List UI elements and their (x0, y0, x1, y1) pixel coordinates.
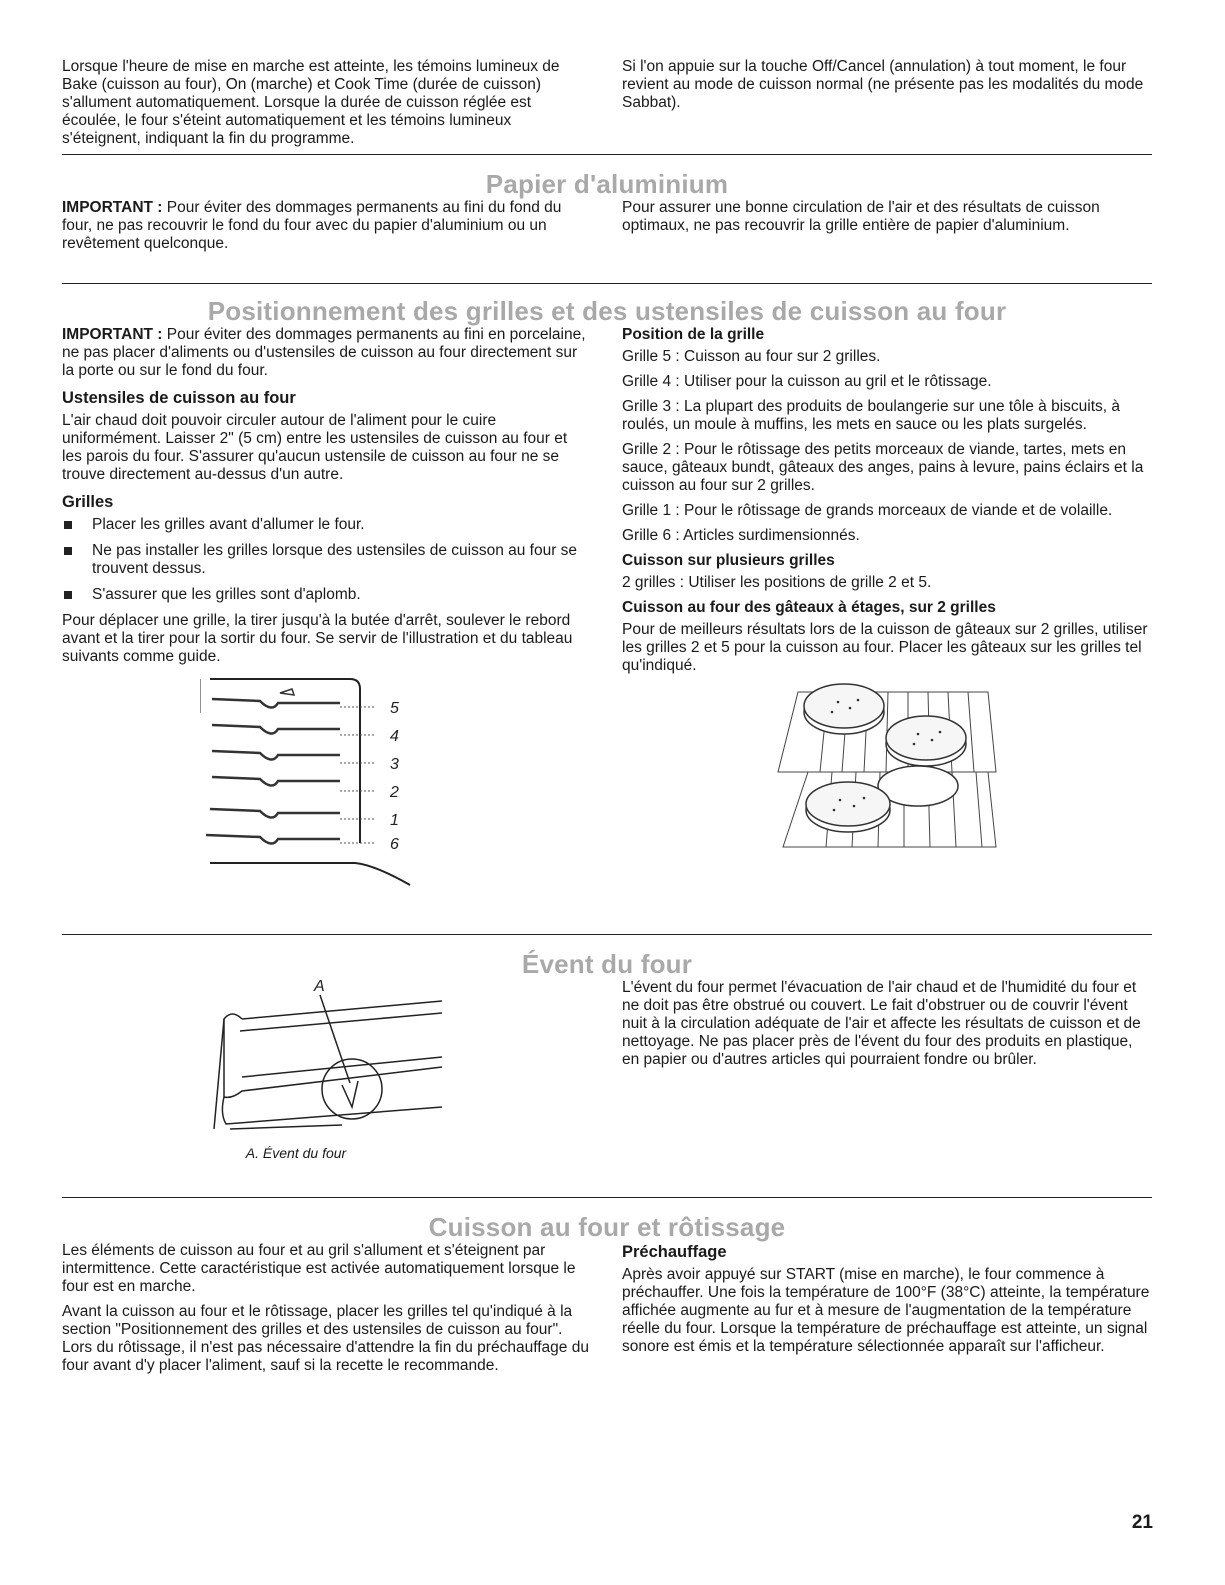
multi-rack-heading: Cuisson sur plusieurs grilles (622, 552, 835, 569)
oven-vent-illustration (202, 979, 502, 1144)
divider (62, 934, 1152, 935)
rack-number-label: 5 (390, 700, 399, 717)
rack-position-item: Grille 6 : Articles surdimensionnés. (622, 527, 860, 544)
page-number: 21 (1131, 1512, 1153, 1533)
grilles-list (62, 516, 590, 604)
divider (62, 154, 1152, 155)
rack-number-label: 1 (390, 812, 399, 829)
foil-title: Papier d'aluminium (485, 169, 729, 199)
divider (62, 1197, 1152, 1198)
rack-positions-illustration (200, 673, 460, 888)
racks-title: Positionnement des grilles et des ustensiles de cuisson au four (207, 296, 1007, 326)
preheat-heading: Préchauffage (622, 1243, 727, 1261)
vent-caption: A. Évent du four (245, 1145, 347, 1161)
bake-section (62, 1212, 1152, 1382)
layer-cake-heading: Cuisson au four des gâteaux à étages, sur 2 grilles (622, 599, 996, 616)
vent-section (62, 949, 1152, 1197)
rack-position-item: Grille 2 : Pour le rôtissage des petits morceaux de viande, tartes, mets en sauce, gâteaux bundt, gâteaux des anges, pains à levure, pains éclairs et la cuisson au four sur 2 grilles. (622, 441, 1144, 494)
manual-page (62, 58, 1152, 1382)
foil-section (62, 169, 1152, 283)
list-item: Placer les grilles avant d'allumer le four. (62, 516, 590, 534)
layer-cake-text: Pour de meilleurs résultats lors de la cuisson de gâteaux sur 2 grilles, utiliser les grilles 2 et 5 pour la cuisson au four. Placer les gâteaux sur les grilles tel qu'indiqué. (622, 621, 1148, 674)
grilles-heading: Grilles (62, 493, 114, 511)
vent-title: Évent du four (521, 949, 693, 979)
foil-important-text: Pour éviter des dommages permanents au fini du fond du four, ne pas recouvrir le fond du four avec du papier d'aluminium ou un revêtement quelconque. (62, 199, 562, 252)
rack-position-item: Grille 4 : Utiliser pour la cuisson au gril et le rôtissage. (622, 373, 992, 390)
list-item: S'assurer que les grilles sont d'aplomb. (62, 586, 590, 604)
rack-number-label: 4 (390, 728, 399, 745)
racks-section (62, 296, 1152, 934)
foil-right-text: Pour assurer une bonne circulation de l'air et des résultats de cuisson optimaux, ne pas recouvrir la grille entière de papier d'aluminium. (622, 199, 1100, 234)
rack-number-label: 3 (390, 756, 399, 773)
intro-right-text: Si l'on appuie sur la touche Off/Cancel (annulation) à tout moment, le four revient au mode de cuisson normal (ne présente pas les modalités du mode Sabbat). (622, 58, 1144, 111)
rack-number-label: 6 (390, 836, 399, 853)
rack-position-heading: Position de la grille (622, 326, 765, 343)
rack-position-item: Grille 3 : La plupart des produits de boulangerie sur une tôle à biscuits, à roulés, un moule à muffins, les mets en sauce ou les plats surgelés. (622, 398, 1121, 433)
vent-text: L'évent du four permet l'évacuation de l'air chaud et de l'humidité du four et ne doit pas être obstrué ou couvert. Le fait d'obstruer ou de couvrir l'évent nuit à la circulation adéquate de l'air et affecte les résultats de cuisson et de nettoyage. Ne pas placer près de l'évent du four des produits en plastique, en papier ou d'autres articles qui pourraient fondre ou brûler. (622, 979, 1141, 1068)
rack-position-item: Grille 5 : Cuisson au four sur 2 grilles. (622, 348, 881, 365)
list-item: Ne pas installer les grilles lorsque des ustensiles de cuisson au four se trouvent dessus. (62, 542, 590, 578)
preheat-text: Après avoir appuyé sur START (mise en marche), le four commence à préchauffer. Une fois la température de 100°F (38°C) atteinte, la température affichée augmente au fur et à mesure de l'augmentation de la température réelle du four. Lorsque la température de préchauffage est atteinte, un signal sonore est émis et la température sélectionnée apparaît sur l'afficheur. (622, 1266, 1150, 1355)
foil-important-label: IMPORTANT : (62, 199, 163, 216)
intro-left-text: Lorsque l'heure de mise en marche est atteinte, les témoins lumineux de Bake (cuisson au four), On (marche) et Cook Time (durée de cuisson) s'allument automatiquement. Lorsque la durée de cuisson réglée est écoulée, le four s'éteint automatiquement et les témoins lumineux s'éteignent, indiquant la fin du programme. (62, 58, 560, 147)
racks-important-label: IMPORTANT : (62, 326, 163, 343)
bakeware-heading: Ustensiles de cuisson au four (62, 389, 296, 407)
layer-cakes-illustration (768, 682, 1008, 852)
multi-rack-text: 2 grilles : Utiliser les positions de grille 2 et 5. (622, 574, 932, 591)
divider (62, 283, 1152, 284)
move-rack-text: Pour déplacer une grille, la tirer jusqu'à la butée d'arrêt, soulever le rebord avant et la tirer pour la sortir du four. Se servir de l'illustration et du tableau suivants comme guide. (62, 612, 573, 665)
intro-section (62, 58, 1152, 154)
rack-position-item: Grille 1 : Pour le rôtissage de grands morceaux de viande et de volaille. (622, 502, 1113, 519)
bake-text-1: Les éléments de cuisson au four et au gril s'allument et s'éteignent par intermittence. Cette caractéristique est activée automatiquement lorsque le four est en marche. (62, 1242, 576, 1295)
bakeware-text: L'air chaud doit pouvoir circuler autour de l'aliment pour le cuire uniformément. Laisser 2" (5 cm) entre les ustensiles de cuisson au four et les parois du four. S'assurer qu'aucun ustensile de cuisson au four ne se trouve directement au-dessus d'un autre. (62, 412, 568, 483)
bake-text-2: Avant la cuisson au four et le rôtissage, placer les grilles tel qu'indiqué à la section "Positionnement des grilles et des ustensiles de cuisson au four". Lors du rôtissage, il n'est pas nécessaire d'attendre la fin du préchauffage du four avant d'y placer l'aliment, sauf si la recette le recommande. (62, 1303, 589, 1374)
vent-label-a: A (314, 979, 325, 995)
rack-number-label: 2 (390, 784, 399, 801)
bake-title: Cuisson au four et rôtissage (428, 1212, 786, 1242)
racks-important-text: Pour éviter des dommages permanents au fini en porcelaine, ne pas placer d'aliments ou d'ustensiles de cuisson au four directement sur la porte ou sur le fond du four. (62, 326, 586, 379)
